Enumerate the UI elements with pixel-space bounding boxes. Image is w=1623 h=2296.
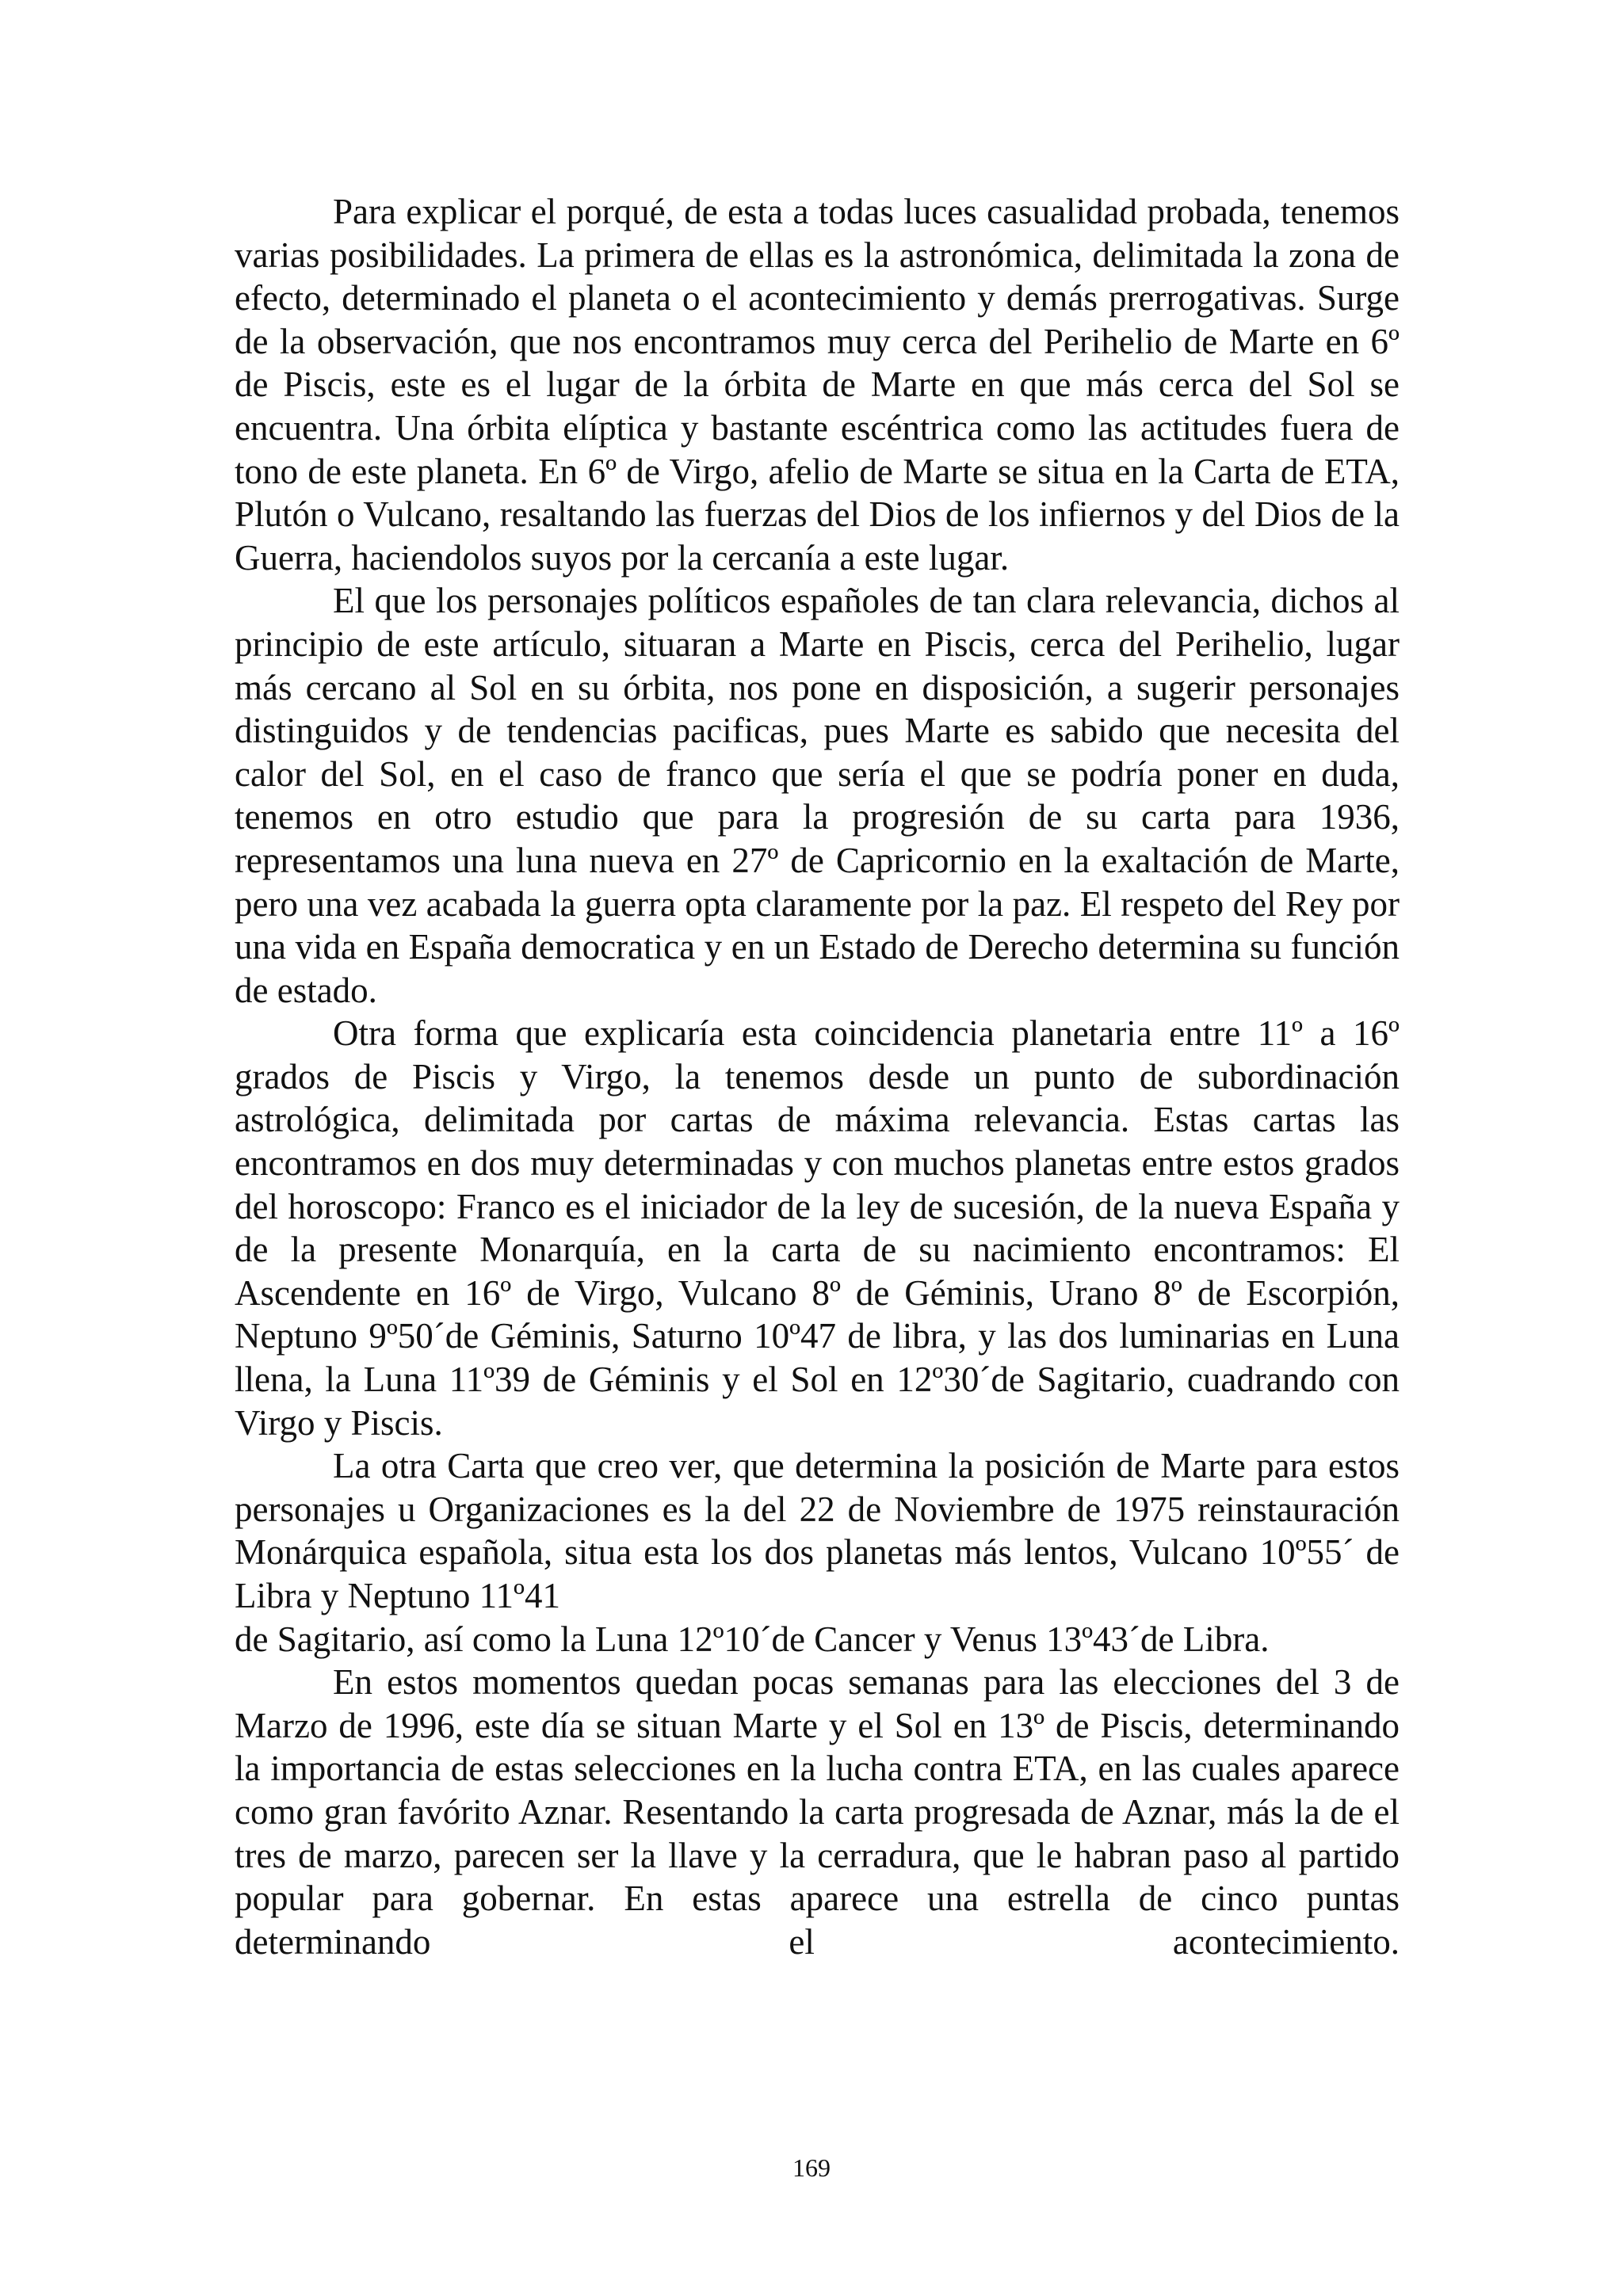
paragraph-otra-carta: La otra Carta que creo ver, que determina la posición de Marte para estos personajes u Organizaciones es la del 22 de Noviembre de 1975 reinstauración Monárquica española, situa esta los dos planetas más lentos, Vulcano 10º55´ de Libra y Neptuno 11º41 <box>235 1446 1400 1615</box>
body-text <box>235 190 1400 1963</box>
paragraph-otra-carta-continued: de Sagitario, así como la Luna 12º10´de Cancer y Venus 13º43´de Libra. <box>235 1619 1270 1659</box>
paragraph-personajes: El que los personajes políticos españoles de tan clara relevancia, dichos al principio de este artículo, situaran a Marte en Piscis, cerca del Perihelio, lugar más cercano al Sol en su órbita, nos pone en disposición, a sugerir personajes distinguidos y de tendencias pacificas, pues Marte es sabido que necesita del calor del Sol, en el caso de franco que sería el que se podría poner en duda, tenemos en otro estudio que para la progresión de su carta para 1936, representamos una luna nueva en 27º de Capricornio en la exaltación de Marte, pero una vez acabada la guerra opta claramente por la paz. El respeto del Rey por una vida en España democratica y en un Estado de Derecho determina su función de estado. <box>235 581 1400 1010</box>
paragraph-perihelio: Para explicar el porqué, de esta a todas luces casualidad probada, tenemos varias posibilidades. La primera de ellas es la astronómica, delimitada la zona de efecto, determinado el planeta o el acontecimiento y demás prerrogativas. Surge de la observación, que nos encontramos muy cerca del Perihelio de Marte en 6º de Piscis, este es el lugar de la órbita de Marte en que más cerca del Sol se encuentra. Una órbita elíptica y bastante escéntrica como las actitudes fuera de tono de este planeta. En 6º de Virgo, afelio de Marte se situa en la Carta de ETA, Plutón o Vulcano, resaltando las fuerzas del Dios de los infiernos y del Dios de la Guerra, haciendolos suyos por la cercanía a este lugar. <box>235 192 1400 578</box>
paragraph-elecciones: En estos momentos quedan pocas semanas para las elecciones del 3 de Marzo de 1996, este día se situan Marte y el Sol en 13º de Piscis, determinando la importancia de estas selecciones en la lucha contra ETA, en las cuales aparece como gran favórito Aznar. Resentando la carta progresada de Aznar, más la de el tres de marzo, parecen ser la llave y la cerradura, que le habran paso al partido popular para gobernar. En estas aparece una estrella de cinco puntas determinando el acontecimiento. <box>235 1662 1400 1962</box>
paragraph-coincidencia: Otra forma que explicaría esta coincidencia planetaria entre 11º a 16º grados de Piscis y Virgo, la tenemos desde un punto de subordinación astrológica, delimitada por cartas de máxima relevancia. Estas cartas las encontramos en dos muy determinadas y con muchos planetas entre estos grados del horoscopo: Franco es el iniciador de la ley de sucesión, de la nueva España y de la presente Monarquía, en la carta de su nacimiento encontramos: El Ascendente en 16º de Virgo, Vulcano 8º de Géminis, Urano 8º de Escorpión, Neptuno 9º50´de Géminis, Saturno 10º47 de libra, y las dos luminarias en Luna llena, la Luna 11º39 de Géminis y el Sol en 12º30´de Sagitario, cuadrando con Virgo y Piscis. <box>235 1013 1400 1443</box>
page-number: 169 <box>792 2153 831 2182</box>
